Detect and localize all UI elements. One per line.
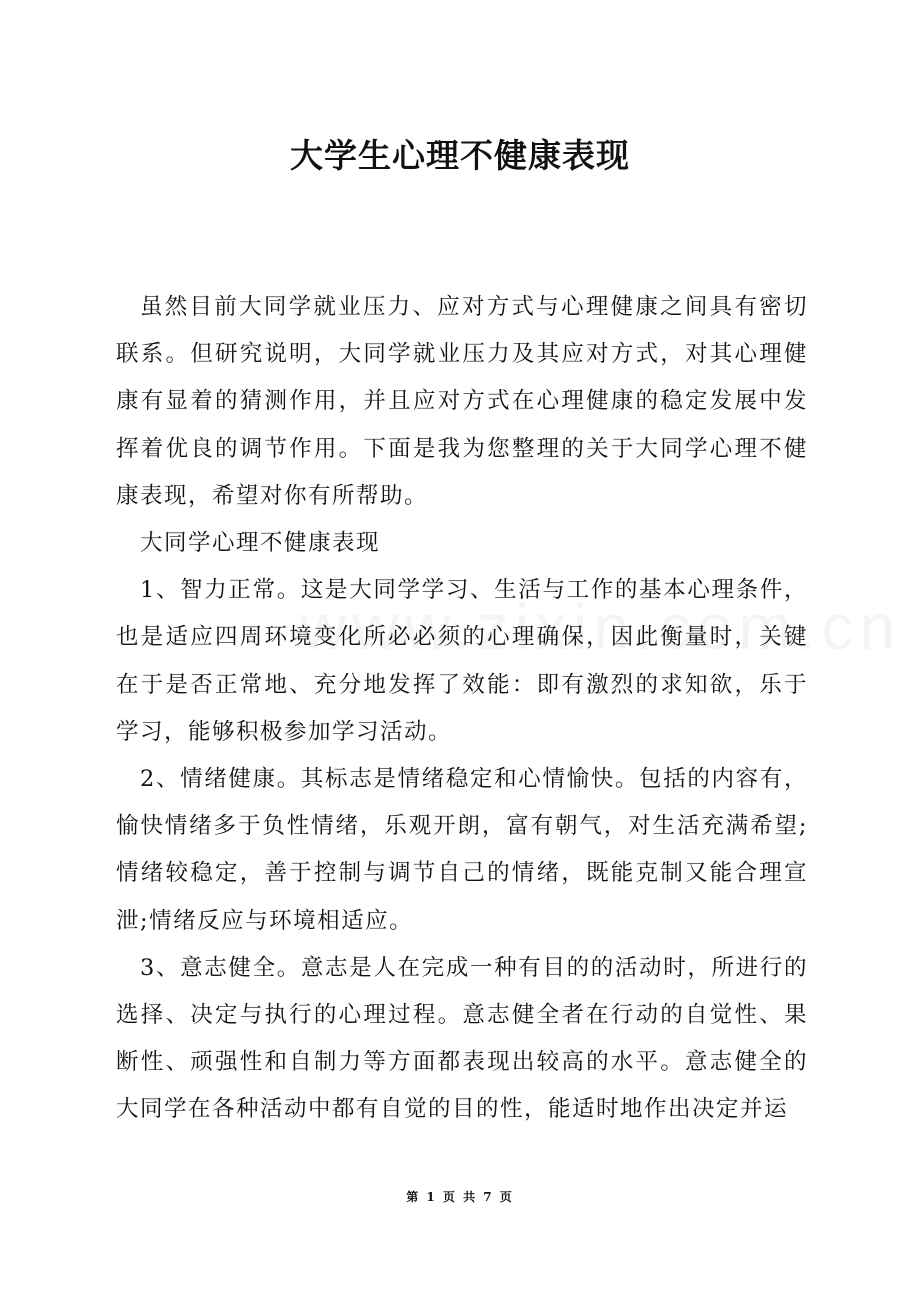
document-title: 大学生心理不健康表现	[290, 136, 630, 175]
paragraph-item-3: 3、意志健全。意志是人在完成一种有目的的活动时，所进行的选择、决定与执行的心理过程。意志健全者在行动的自觉性、果断性、顽强性和自制力等方面都表现出较高的水平。意志健全的大同学在各种活动中都有自觉的目的性，能适时地作出决定并运	[116, 954, 808, 1123]
paragraph-item-2: 2、情绪健康。其标志是情绪稳定和心情愉快。包括的内容有，愉快情绪多于负性情绪，乐观开朗，富有朝气，对生活充满希望;情绪较稳定，善于控制与调节自己的情绪，既能克制又能合理宣泄;情绪反应与环境相适应。	[116, 766, 808, 934]
page-footer: 第 1 页 共 7 页	[406, 1190, 514, 1204]
paragraph-intro: 虽然目前大同学就业压力、应对方式与心理健康之间具有密切联系。但研究说明，大同学就业压力及其应对方式，对其心理健康有显着的猜测作用，并且应对方式在心理健康的稳定发展中发挥着优良的调节作用。下面是我为您整理的关于大同学心理不健康表现，希望对你有所帮助。	[116, 294, 808, 509]
paragraph-subheading: 大同学心理不健康表现	[140, 530, 381, 557]
paragraph-item-1: 1、智力正常。这是大同学学习、生活与工作的基本心理条件，也是适应四周环境变化所必必须的心理确保，因此衡量时，关键在于是否正常地、充分地发挥了效能：即有激烈的求知欲，乐于学习，能够积极参加学习活动。	[116, 577, 808, 745]
document-body	[116, 284, 808, 1134]
